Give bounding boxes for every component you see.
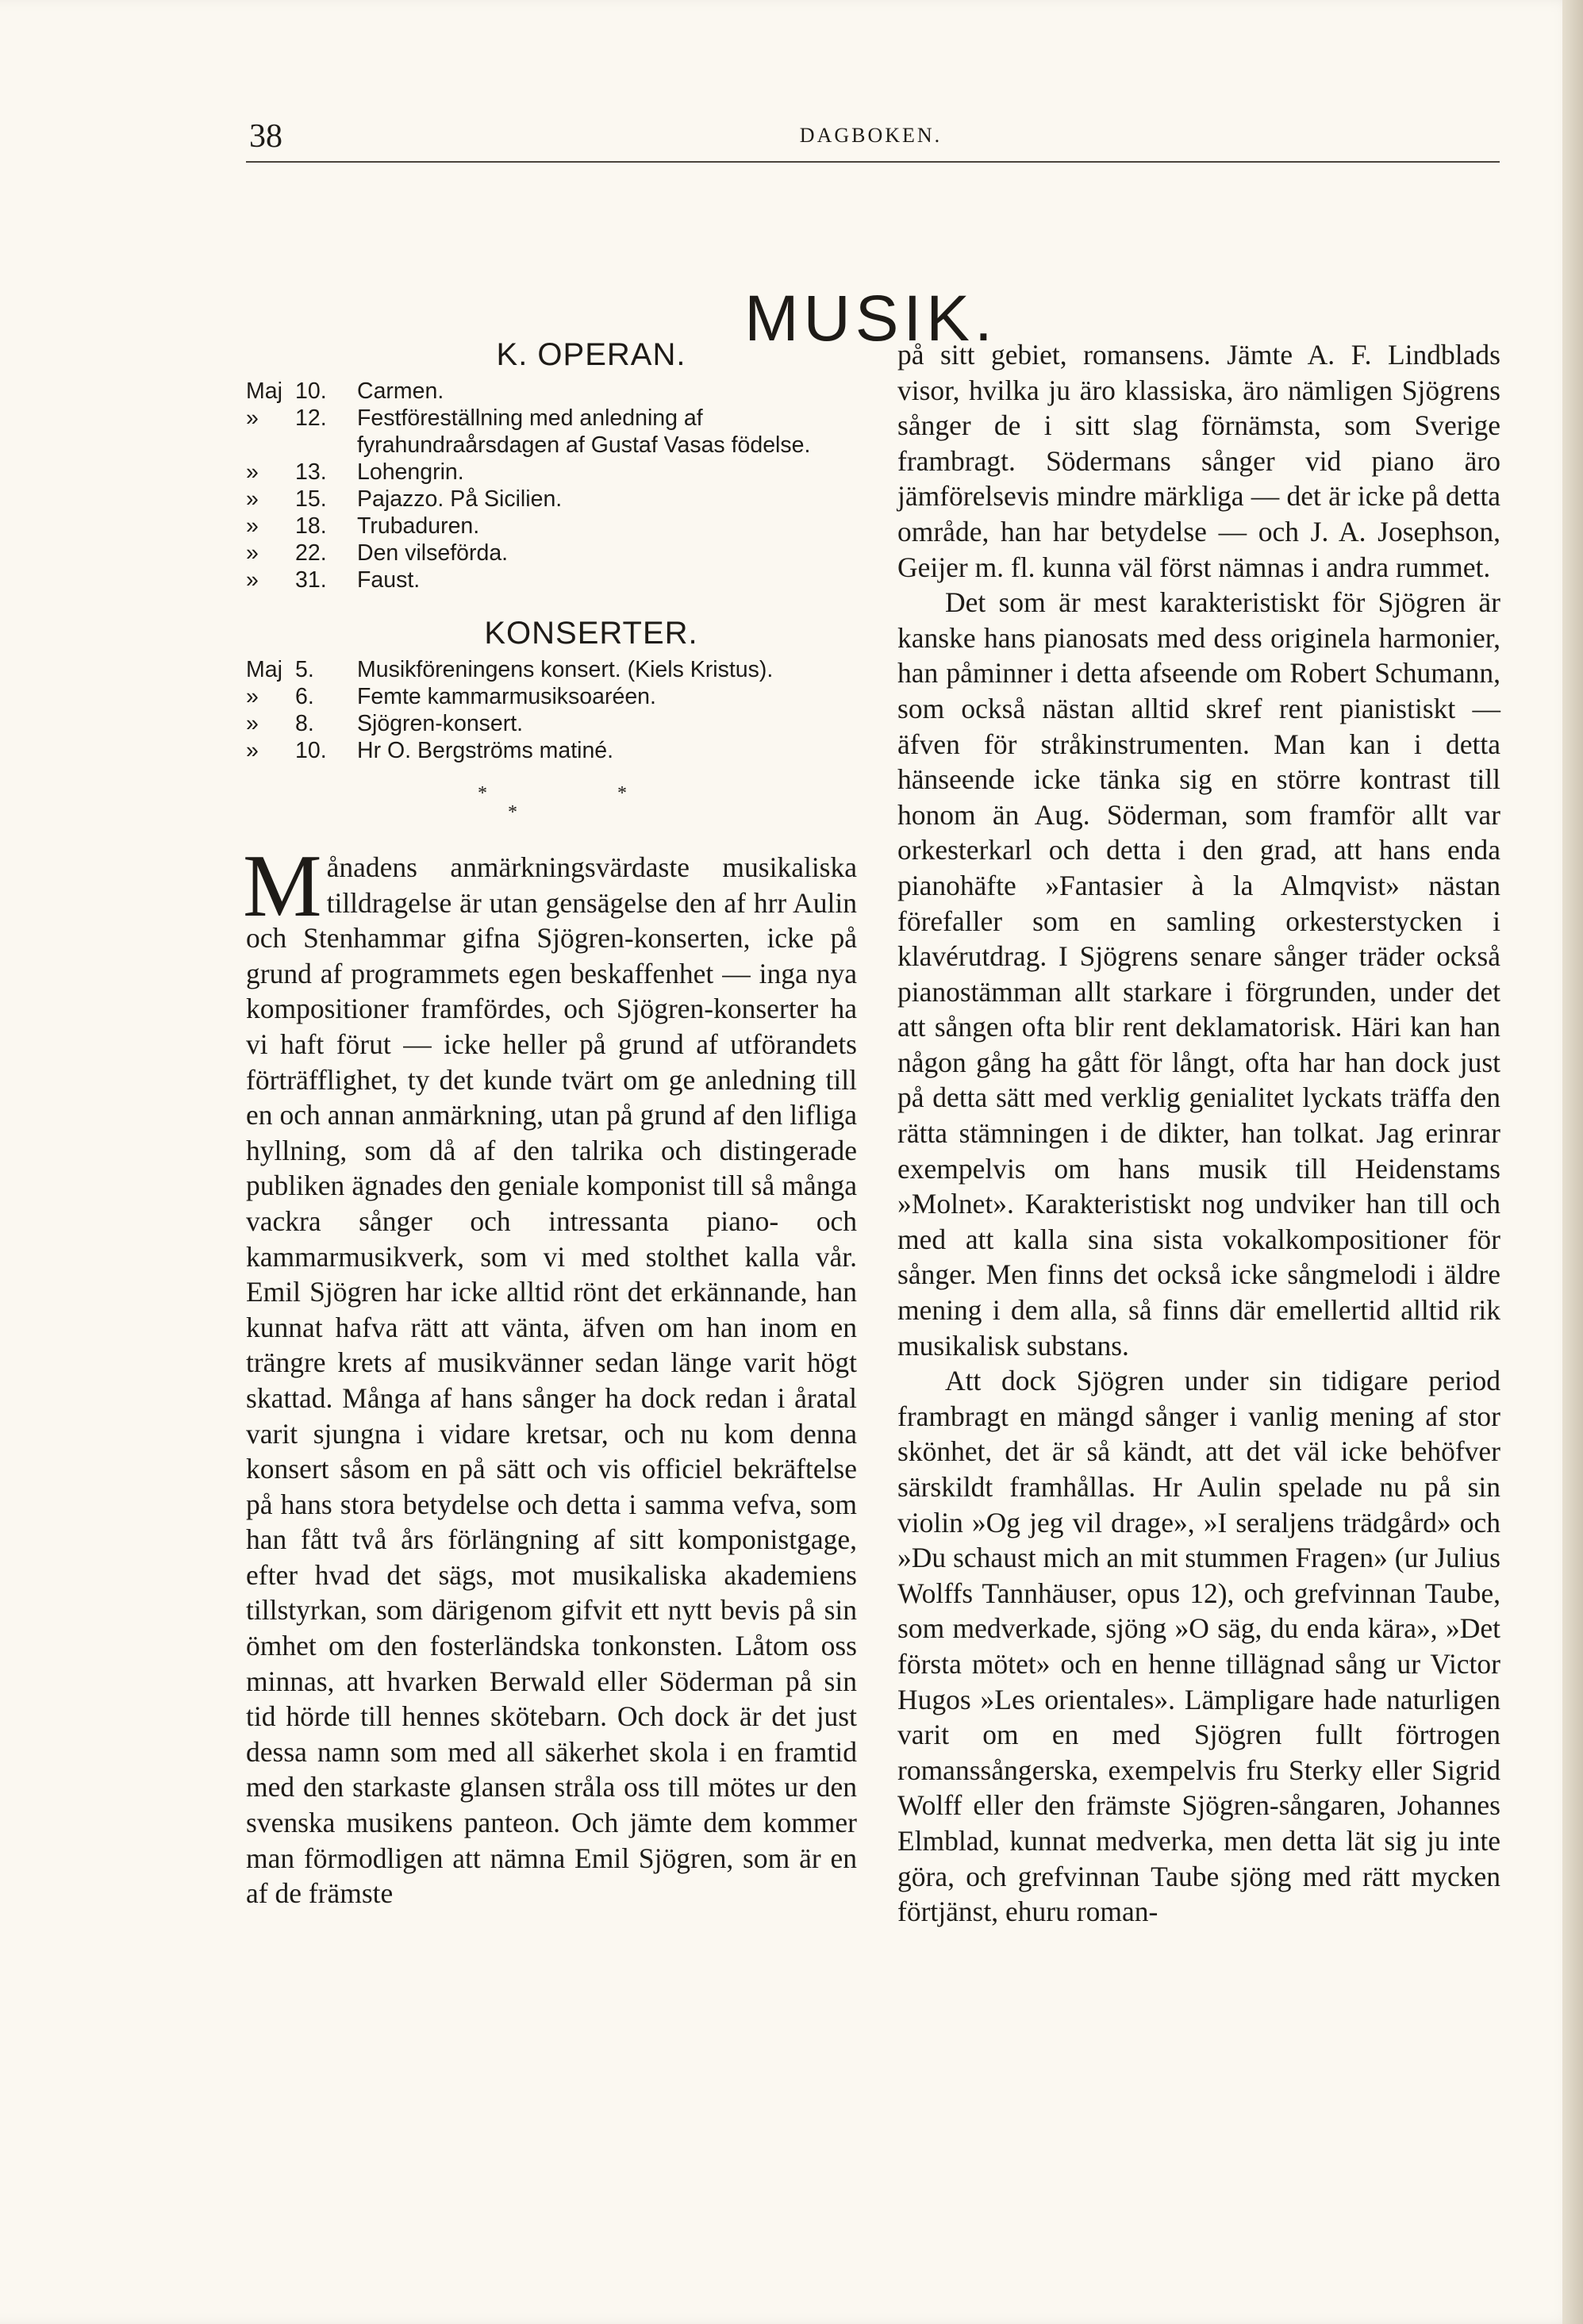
entry-day: 5. [295,657,314,682]
page-edge-shadow [1562,0,1583,2324]
entry-day: 12. [295,405,327,431]
list-item [246,567,857,593]
entry-day: 10. [295,378,327,404]
entry-month: » [246,738,259,763]
list-item [246,540,857,567]
drop-cap: M [243,837,322,935]
entry-title: Trubaduren. [357,513,480,539]
asterisk: * [478,783,487,804]
list-item [246,656,857,683]
entry-month: » [246,513,259,539]
entry-day: 6. [295,684,314,709]
entry-month: » [246,486,259,512]
list-item [246,710,857,737]
list-item [246,737,857,764]
concerts-list [246,656,857,764]
entry-month: » [246,459,259,485]
article-text: ånadens anmärkningsvärdaste musikaliska tilldragelse är utan gensägelse den af hrr Aulin och Stenhammar gifna Sjögren-konserten, icke på grund af programmets egen beskaffenhet — inga nya kompositioner framfördes, och Sjögren-konserter ha vi haft förut — icke heller på grund af utförandets förträfflighet, ty det kunde tvärt om ge anledning till en och annan anmärkning, utan på grund af den lifliga hyllning, som då af den talrika och distingerade publiken ägnades den geniale komponist till så många vackra sånger och intressanta piano- och kammarmusikverk, som vi med stolthet kalla vår. Emil Sjögren har icke alltid rönt det erkännande, han kunnat hafva rätt att vänta, äfven om han inom en trängre krets af musikvänner sedan länge varit högt skattad. Många af hans sånger ha dock redan i åratal varit sjungna i vidare kretsar, och nu kom denna konsert såsom en på sätt och vis officiel bekräftelse på hans stora betydelse och detta i samma vefva, som han fått två års förlängning af sitt komponistgage, efter hvad det sägs, mot musikaliska akademiens tillstyrkan, som därigenom gifvit ett nytt bevis på sin ömhet om den fosterländska tonkonsten. Låtom oss minnas, att hvarken Berwald eller Söderman på sin tid hörde till hennes skötebarn. Och dock är det just dessa namn som med all säkerhet skola i en framtid med den starkaste glansen stråla oss till mötes ur den svenska musikens panteon. Och jämte dem kommer man förmodligen att nämna Emil Sjögren, som är en af de främste [246,851,857,1910]
concerts-heading: KONSERTER. [484,616,698,651]
entry-day: 18. [295,513,327,539]
entry-title: Pajazzo. På Sicilien. [357,486,563,512]
entry-day: 22. [295,540,327,566]
entry-title: Faust. [357,567,421,593]
article-paragraph: Att dock Sjögren under sin tidigare period frambragt en mängd sånger i vanlig mening af stor skönhet, det är så kändt, att det väl icke behöfver särskildt framhållas. Hr Aulin spelade nu på sin violin »Og jeg vil drage», »I seraljens trädgård» och »Du schaust mich an mit stummen Fragen» (ur Julius Wolffs Tannhäuser, opus 12), och grefvinnan Taube, som medverkade, sjöng »O säg, du enda kära», »Det första mötet» och en henne tillägnad sång ur Victor Hugos »Les orientales». Lämpligare hade naturligen varit om en med Sjögren fullt förtrogen romanssångerska, exempelvis fru Sterky eller Sigrid Wolff eller den främste Sjögren-sångaren, Johannes Elmblad, kunnat medverka, men detta lät sig ju inte göra, och grefvinnan Taube sjöng med rätt mycken förtjänst, ehuru roman- [897,1365,1500,1928]
asterism-separator [246,770,857,839]
entry-month: » [246,711,259,736]
article-paragraph [243,837,857,1911]
section-title: MUSIK. [744,282,997,355]
entry-title: Lohengrin. [357,459,464,485]
article-paragraph: Det som är mest karakteristiskt för Sjögren är kanske hans pianosats med dess originela harmonier, han påminner i detta afseende om Robert Schumann, som också nästan alltid skref rent pianistiskt — äfven för stråkinstrumenten. Man kan i detta hänseende icke tänka sig en större kontrast till honom än Aug. Söderman, som framför allt var orkesterkarl och detta i den grad, att hans enda pianohäfte »Fantasier à la Almqvist» nästan förefaller som en samling orkesterstycken i klavérutdrag. I Sjögrens senare sånger träder också pianostämman allt starkare i förgrunden, under det att sången ofta blir rent deklamatorisk. Häri kan han någon gång ha gått för långt, ofta har han dock just på detta sätt med verklig genialitet lyckats träffa den rätta stämningen i de dikter, han tolkat. Jag erinrar exempelvis om hans musik till Heidenstams »Molnet». Karakteristiskt nog undviker han till och med att kalla sina sista vokalkompositioner för sånger. Men finns det också icke sångmelodi i äldre mening i dem alla, så finns där emellertid alltid rik musikalisk substans. [897,586,1500,1362]
entry-day: 15. [295,486,327,512]
list-item [246,513,857,540]
entry-day: 10. [295,738,327,763]
page-header [238,117,1504,162]
asterisk: * [508,802,517,823]
entry-day: 8. [295,711,314,736]
list-item [246,378,857,405]
list-item [246,459,857,486]
entry-title: Hr O. Bergströms matiné. [357,738,614,763]
article-paragraph: på sitt gebiet, romansens. Jämte A. F. Lindblads visor, hvilka ju äro klassiska, äro nämligen Sjögrens sånger de i sitt slag förnämsta, som Sverige frambragt. Södermans sånger vid piano äro jämförelsevis mindre märkliga — det är icke på detta område, han har betydelse — och J. A. Josephson, Geijer m. fl. kunna väl först nämnas i andra rummet. [897,339,1500,583]
opera-heading: K. OPERAN. [496,337,686,372]
entry-title: Den vilseförda. [357,540,509,566]
entry-month: » [246,540,259,566]
list-item [246,405,857,459]
entry-month: » [246,567,259,593]
entry-month: Maj [246,378,282,404]
entry-title: Femte kammarmusiksoaréen. [357,684,656,709]
running-head: DAGBOKEN. [799,124,943,147]
entry-title: Festföreställning med anledning af fyrahundraårsdagen af Gustaf Vasas födelse. [357,405,811,458]
header-rule [246,161,1500,163]
right-column [897,337,1500,1930]
entry-title: Carmen. [357,378,444,404]
entry-month: » [246,405,259,431]
entry-day: 13. [295,459,327,485]
asterisk: * [617,783,627,804]
list-item [246,683,857,710]
left-column [243,337,857,1911]
page-number: 38 [249,118,282,155]
list-item [246,486,857,513]
entry-month: » [246,684,259,709]
entry-title: Musikföreningens konsert. (Kiels Kristus). [357,657,774,682]
entry-month: Maj [246,657,282,682]
entry-title: Sjögren-konsert. [357,711,524,736]
entry-day: 31. [295,567,327,593]
opera-list [246,378,857,593]
